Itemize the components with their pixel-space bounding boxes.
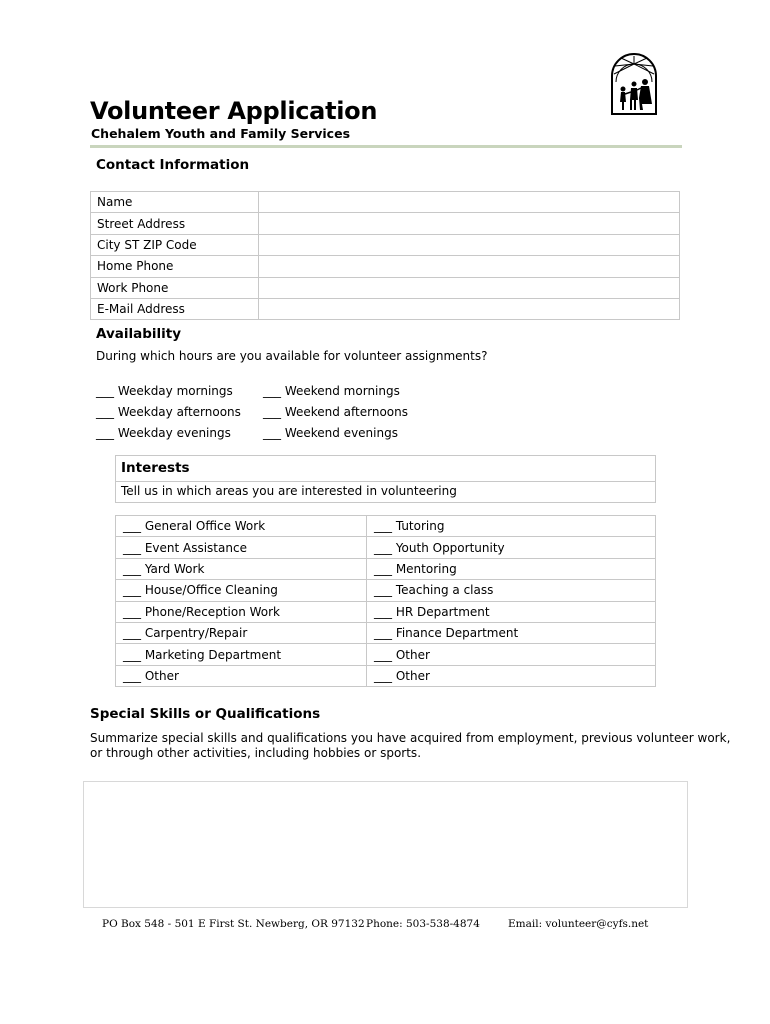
table-row [116, 537, 656, 558]
interest-option[interactable]: ___ Finance Department [367, 622, 656, 643]
table-row [116, 622, 656, 643]
table-row [116, 644, 656, 665]
interests-table [115, 515, 656, 687]
contact-label-email: E-Mail Address [91, 298, 259, 319]
skills-instructions-line2: or through other activities, including hobbies or sports. [90, 746, 422, 760]
page-title: Volunteer Application [90, 97, 378, 125]
interest-option[interactable]: ___ Other [367, 644, 656, 665]
weekend-mornings-option[interactable]: ___ Weekend mornings [263, 384, 400, 398]
contact-row-home-phone [91, 256, 680, 277]
table-row [116, 601, 656, 622]
interest-option[interactable]: ___ Marketing Department [116, 644, 367, 665]
contact-row-city [91, 234, 680, 255]
interests-divider [116, 481, 655, 482]
availability-heading: Availability [96, 326, 182, 342]
table-row [116, 580, 656, 601]
interest-option[interactable]: ___ Teaching a class [367, 580, 656, 601]
work-phone-field[interactable] [259, 277, 680, 298]
interest-option[interactable]: ___ Mentoring [367, 558, 656, 579]
street-address-field[interactable] [259, 213, 680, 234]
interests-heading: Interests [121, 460, 190, 476]
skills-instructions-line1: Summarize special skills and qualifications you have acquired from employment, previous volunteer work, [90, 731, 731, 745]
home-phone-field[interactable] [259, 256, 680, 277]
contact-row-email [91, 298, 680, 319]
weekday-evenings-option[interactable]: ___ Weekday evenings [96, 426, 231, 440]
contact-row-work-phone [91, 277, 680, 298]
header-divider [90, 145, 682, 148]
footer-phone: Phone: 503-538-4874 [366, 918, 480, 930]
footer-address: PO Box 548 - 501 E First St. Newberg, OR 97132 [102, 918, 365, 930]
email-field[interactable] [259, 298, 680, 319]
weekend-evenings-option[interactable]: ___ Weekend evenings [263, 426, 398, 440]
contact-label-home-phone: Home Phone [91, 256, 259, 277]
skills-heading: Special Skills or Qualifications [90, 706, 321, 722]
weekend-afternoons-option[interactable]: ___ Weekend afternoons [263, 405, 409, 419]
skills-textarea[interactable] [83, 781, 688, 908]
contact-row-name [91, 192, 680, 213]
contact-label-street: Street Address [91, 213, 259, 234]
contact-table [90, 191, 680, 320]
name-field[interactable] [259, 192, 680, 213]
interest-option[interactable]: ___ Carpentry/Repair [116, 622, 367, 643]
interest-option[interactable]: ___ Yard Work [116, 558, 367, 579]
interest-option[interactable]: ___ Event Assistance [116, 537, 367, 558]
interest-option[interactable]: ___ Phone/Reception Work [116, 601, 367, 622]
contact-label-work-phone: Work Phone [91, 277, 259, 298]
availability-question: During which hours are you available for volunteer assignments? [96, 349, 488, 363]
weekday-mornings-option[interactable]: ___ Weekday mornings [96, 384, 233, 398]
interests-subtitle: Tell us in which areas you are interested in volunteering [121, 484, 457, 498]
table-row [116, 516, 656, 537]
organization-name: Chehalem Youth and Family Services [91, 126, 351, 141]
interest-option[interactable]: ___ Other [367, 665, 656, 686]
interest-option[interactable]: ___ Tutoring [367, 516, 656, 537]
interest-option[interactable]: ___ HR Department [367, 601, 656, 622]
table-row [116, 558, 656, 579]
interest-option[interactable]: ___ General Office Work [116, 516, 367, 537]
city-state-zip-field[interactable] [259, 234, 680, 255]
interest-option[interactable]: ___ Youth Opportunity [367, 537, 656, 558]
family-arch-logo-icon [609, 52, 659, 116]
contact-label-name: Name [91, 192, 259, 213]
table-row [116, 665, 656, 686]
interest-option[interactable]: ___ Other [116, 665, 367, 686]
contact-heading: Contact Information [96, 157, 250, 173]
contact-row-street [91, 213, 680, 234]
interest-option[interactable]: ___ House/Office Cleaning [116, 580, 367, 601]
footer-email: Email: volunteer@cyfs.net [508, 918, 649, 930]
weekday-afternoons-option[interactable]: ___ Weekday afternoons [96, 405, 241, 419]
contact-label-city: City ST ZIP Code [91, 234, 259, 255]
